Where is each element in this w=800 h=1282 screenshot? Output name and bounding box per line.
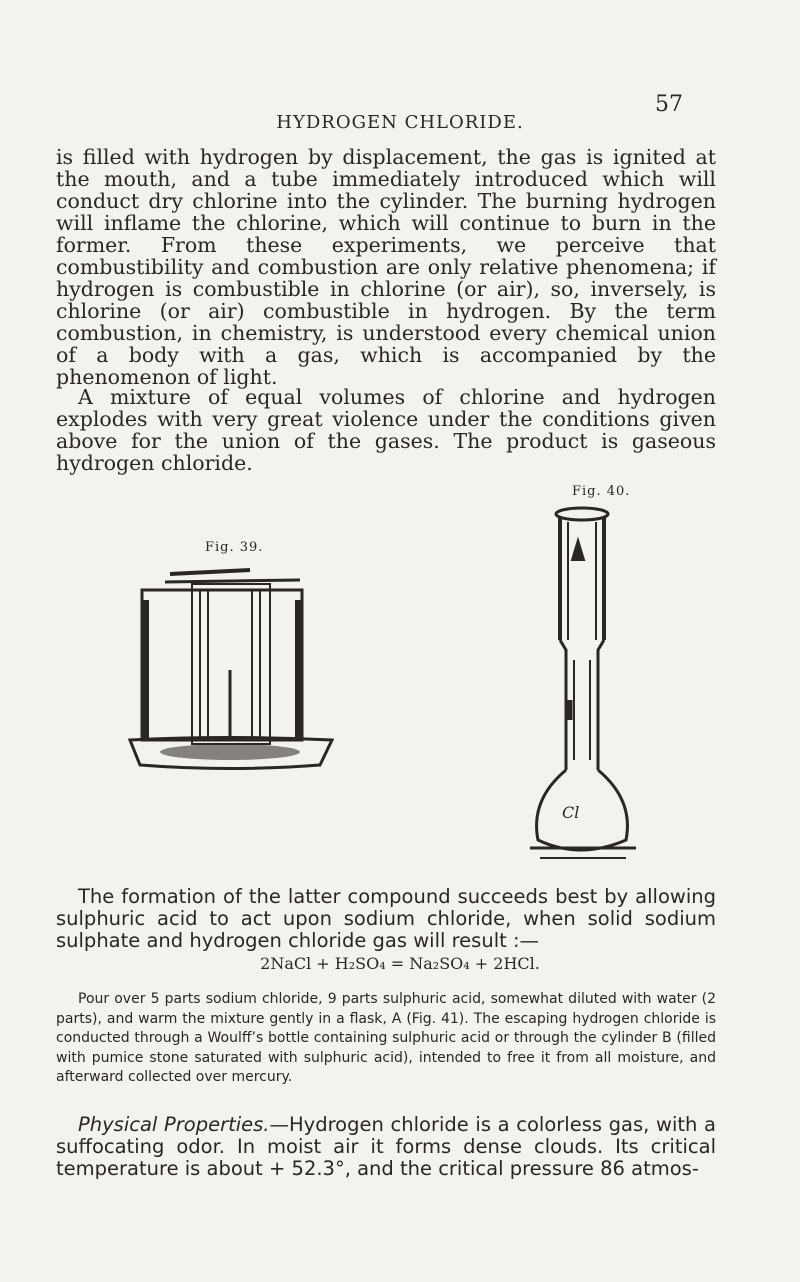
procedure-note: Pour over 5 parts sodium chloride, 9 parts sulphuric acid, somewhat diluted with water (2 parts), and warm the mixture gently in a flask, A (Fig. 41). The escaping hydrogen chloride is conducted through a Woulff’s bottle containing sulphuric acid or through the cylinder B (filled with pumice stone saturated with sulphuric acid), intended to free it from all moisture, and afterward collected over mercury. (56, 991, 716, 1085)
paragraph-3: The formation of the latter compound succeeds best by allowing sulphuric acid to act upon sodium chloride, when solid sodium sulphate and hydrogen chloride gas will result :— (56, 885, 716, 952)
page-number: 57 (655, 92, 683, 117)
fig-40-caption: Fig. 40. (572, 484, 631, 499)
paragraph-2: A mixture of equal volumes of chlorine and hydrogen explodes with very great violence under the conditions given above for the union of the gases. The product is gaseous hydrogen chloride. (56, 385, 716, 475)
fig-40-illustration (520, 500, 650, 880)
running-head: HYDROGEN CHLORIDE. (276, 112, 524, 133)
chemical-equation: 2NaCl + H₂SO₄ = Na₂SO₄ + 2HCl. (260, 954, 540, 973)
fig-39-caption: Fig. 39. (205, 540, 264, 555)
paragraph-1: is filled with hydrogen by displacement, the gas is ignited at the mouth, and a tube immediately introduced which will conduct dry chlorine into the cylinder. The burning hydrogen will inflame the chlorine, which will continue to burn in the former. From these experiments, we perceive that combustibility and combustion are only relative phenomena; if hydrogen is combustible in chlorine (or air), so, inversely, is chlorine (or air) combustible in hydrogen. By the term combustion, in chemistry, is understood every chemical union of a body with a gas, which is accompanied by the phenomenon of light. (56, 145, 716, 389)
paragraph-4 (56, 1114, 716, 1180)
physical-properties-heading: Physical Properties. (78, 1113, 270, 1136)
fig-39-illustration (110, 560, 350, 790)
physical-properties-text: —Hydrogen chloride is a colorless gas, with a suffocating odor. In moist air it forms dense clouds. Its critical temperature is about + 52.3°, and the critical pressure 86 atmos- (56, 1113, 716, 1180)
fig-40-label: Cl (562, 803, 580, 822)
